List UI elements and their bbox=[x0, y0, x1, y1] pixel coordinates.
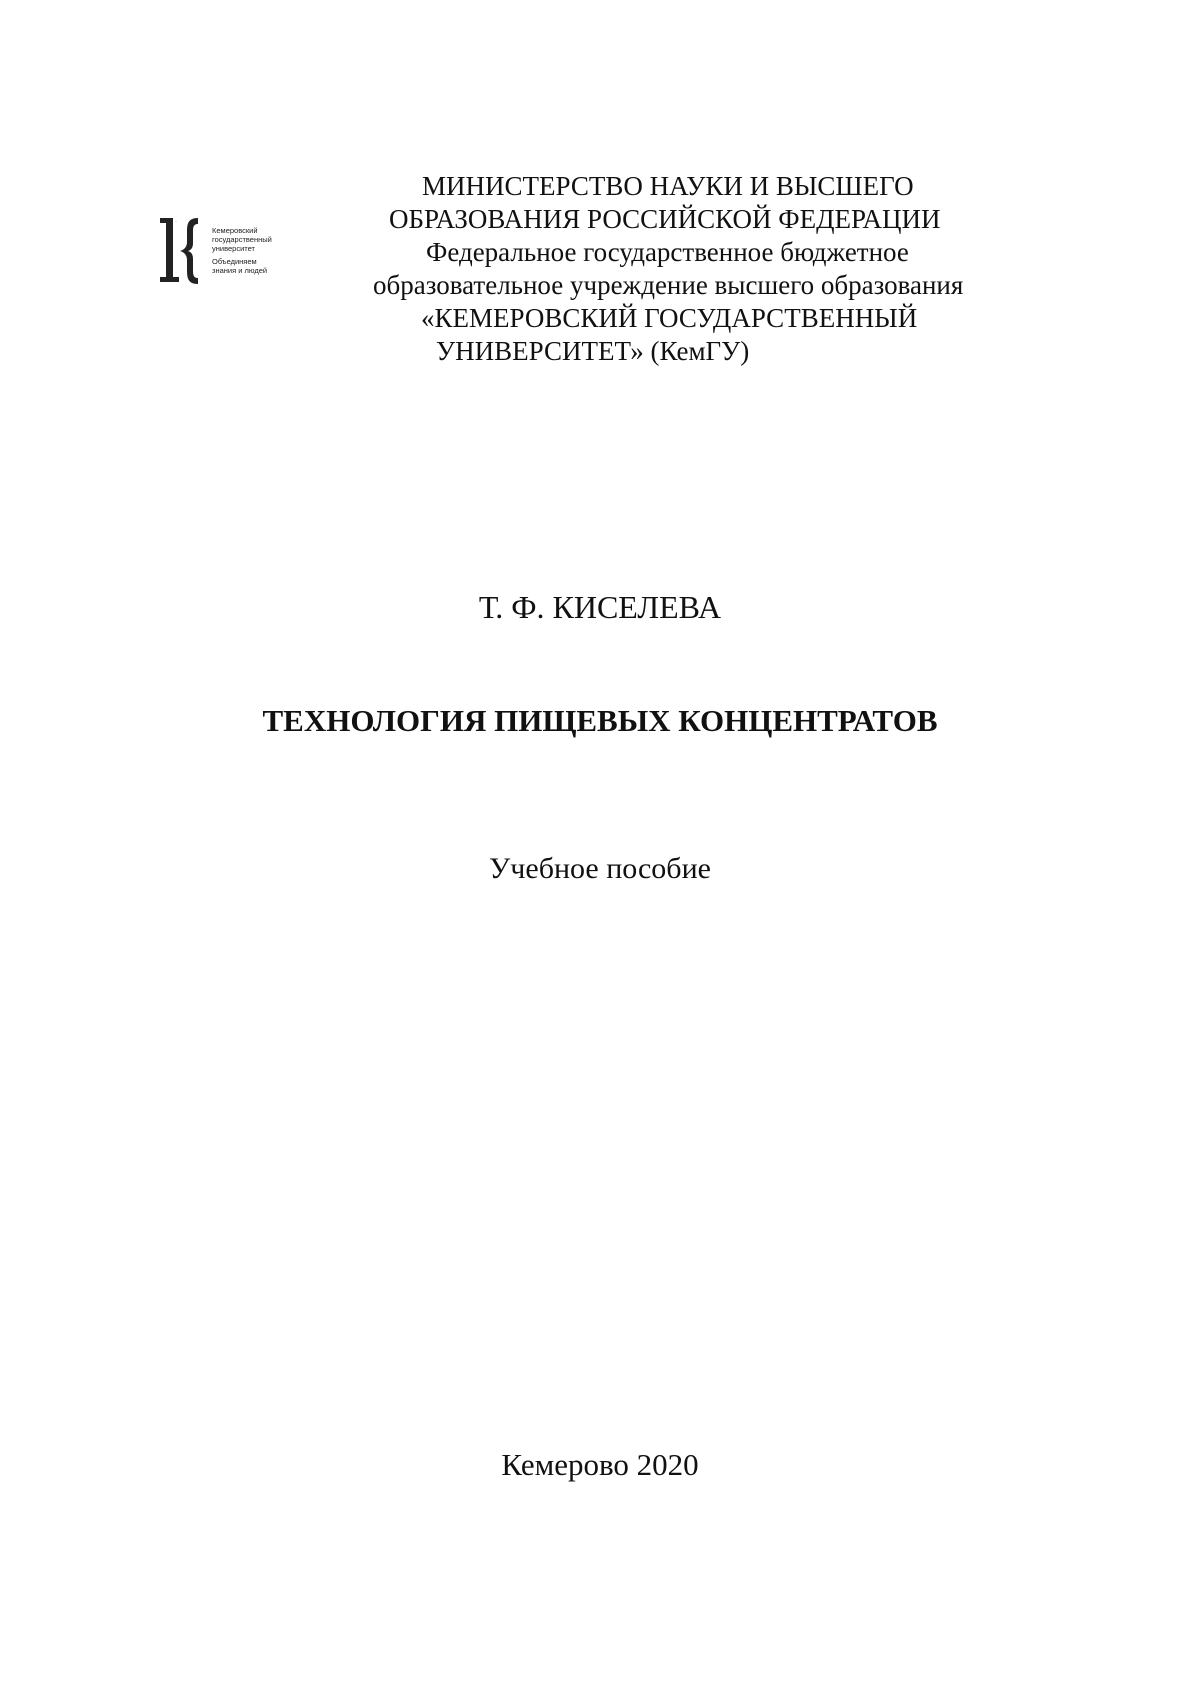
book-title: ТЕХНОЛОГИЯ ПИЩЕВЫХ КОНЦЕНТРАТОВ bbox=[262, 703, 938, 738]
logo-text-line-4: Объединяем bbox=[212, 257, 257, 266]
logo-text-line-2: государственный bbox=[212, 235, 272, 244]
logo-text-line-5: знания и людей bbox=[212, 266, 268, 275]
institution-header bbox=[340, 170, 1020, 368]
svg-text:..: .. bbox=[175, 219, 177, 223]
header-line-4: образовательное учреждение высшего образования bbox=[373, 270, 964, 300]
book-subtitle: Учебное пособие bbox=[489, 852, 711, 885]
logo-text-line-1: Кемеровский bbox=[212, 226, 258, 235]
header-line-3: Федеральное государственное бюджетное bbox=[426, 237, 909, 267]
author-name: Т. Ф. КИСЕЛЕВА bbox=[478, 589, 722, 625]
header-line-1: МИНИСТЕРСТВО НАУКИ И ВЫСШЕГО bbox=[422, 171, 914, 201]
publication-city-year: Кемерово 2020 bbox=[501, 1447, 699, 1482]
header-line-6: УНИВЕРСИТЕТ» (КемГУ) bbox=[436, 336, 750, 366]
logo-text bbox=[212, 226, 272, 275]
header-line-2: ОБРАЗОВАНИЯ РОССИЙСКОЙ ФЕДЕРАЦИИ bbox=[389, 204, 941, 234]
logo-text-line-3: университет bbox=[212, 244, 255, 253]
header-line-5: «КЕМЕРОВСКИЙ ГОСУДАРСТВЕННЫЙ bbox=[421, 303, 918, 333]
kemsu-logo-icon bbox=[160, 214, 206, 288]
university-logo bbox=[160, 214, 290, 290]
